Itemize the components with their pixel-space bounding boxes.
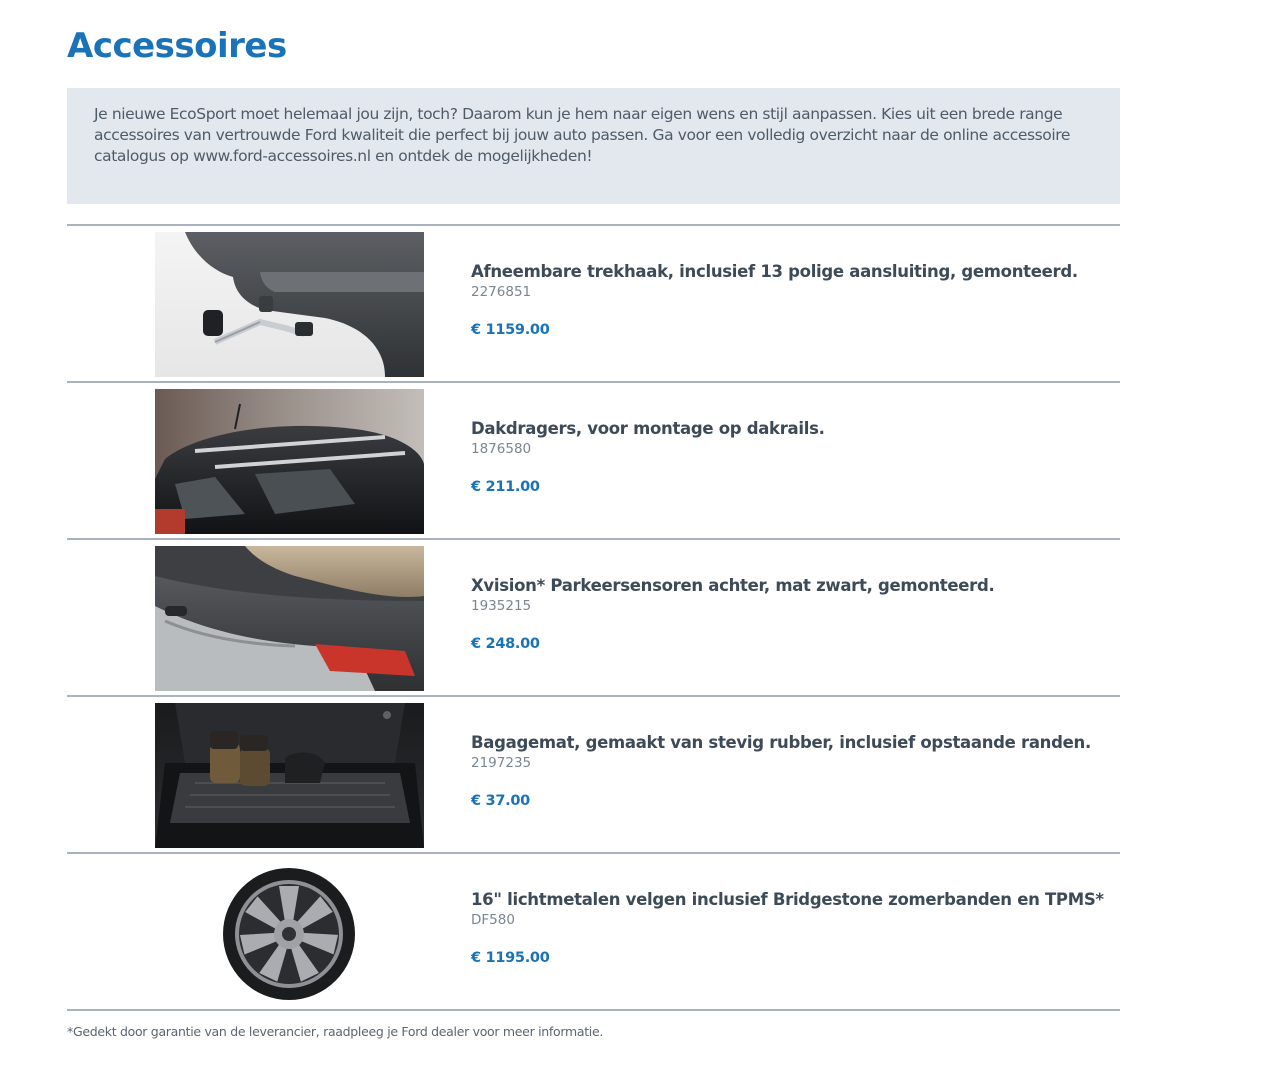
product-list [67,224,1120,1011]
product-code: 1876580 [471,441,532,457]
luggage-mat-photo [155,703,424,848]
product-row [67,224,1120,381]
product-name: Afneembare trekhaak, inclusief 13 polige aansluiting, gemonteerd. [471,262,1078,281]
product-code: 1935215 [471,598,532,614]
product-price: € 1159.00 [471,322,550,338]
product-price: € 248.00 [471,636,540,652]
footnote: *Gedekt door garantie van de leverancier, raadpleeg je Ford dealer voor meer informatie. [67,1024,604,1039]
product-name: Xvision* Parkeersensoren achter, mat zwart, gemonteerd. [471,576,995,595]
product-price: € 37.00 [471,793,530,809]
parking-sensor-photo [155,546,424,691]
intro-text: Je nieuwe EcoSport moet helemaal jou zijn, toch? Daarom kun je hem naar eigen wens en stijl aanpassen. Kies uit een brede range accessoires van vertrouwde Ford kwaliteit die perfect bij jouw auto passen. Ga voor een volledig overzicht naar de online accessoire catalogus op www.ford-accessoires.nl en ontdek de mogelijkheden! [94,105,1071,165]
page-title: Accessoires [67,26,287,66]
product-info [471,576,1110,652]
product-row [67,852,1120,1011]
product-row [67,695,1120,852]
product-price: € 1195.00 [471,950,550,966]
product-info [471,890,1110,966]
product-info [471,419,1110,495]
product-row [67,538,1120,695]
product-price: € 211.00 [471,479,540,495]
product-name: Bagagemat, gemaakt van stevig rubber, inclusief opstaande randen. [471,733,1091,752]
product-name: Dakdragers, voor montage op dakrails. [471,419,825,438]
product-row [67,381,1120,538]
product-info [471,733,1110,809]
product-info [471,262,1110,338]
product-code: 2276851 [471,284,532,300]
product-code: 2197235 [471,755,532,771]
roof-rack-photo [155,389,424,534]
intro-box [67,88,1120,204]
product-name: 16" lichtmetalen velgen inclusief Bridgestone zomerbanden en TPMS* [471,890,1104,909]
tow-bar-photo [155,232,424,377]
product-code: DF580 [471,912,515,928]
alloy-wheel-photo [155,860,424,1005]
